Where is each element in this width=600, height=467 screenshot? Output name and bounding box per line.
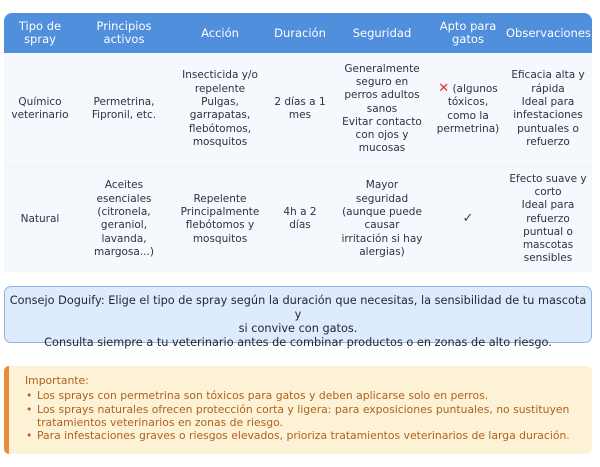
header-label-line: spray [24, 32, 56, 46]
header-apto-gatos [432, 13, 504, 53]
cell-seguridad [332, 53, 432, 166]
cell-seguridad [332, 166, 432, 272]
cell-tipo [4, 166, 76, 272]
header-label-line: Principios [96, 19, 152, 33]
cell-text-line: Permetrina, [93, 95, 155, 108]
header-duracion [268, 13, 332, 53]
cell-text-line: Fipronil, etc. [91, 109, 157, 122]
cell-text-line: mucosas [358, 142, 406, 155]
cell-text-line: irritación si hay [341, 232, 423, 245]
cell-text-line: mes [288, 109, 312, 122]
header-seguridad [332, 13, 432, 53]
header-principios [76, 13, 172, 53]
warning-item-line: tratamientos veterinarios en zonas de riesgo. [37, 415, 283, 429]
header-label-line: gatos [452, 32, 484, 46]
cell-observaciones [504, 166, 592, 272]
header-tipo [4, 13, 76, 53]
cell-text-line: permetrina) [436, 123, 500, 136]
cell-duracion [268, 166, 332, 272]
tip-line: Consulta siempre a tu veterinario antes de combinar productos o en zonas de alto riesgo. [44, 336, 552, 349]
warning-item [25, 429, 592, 442]
cell-text-line: mosquitos [192, 232, 248, 245]
cell-text-line: Natural [20, 212, 60, 225]
check-icon: ✓ [462, 211, 474, 227]
cell-text-line: Pulgas, [201, 95, 239, 108]
cell-text-line: puntual o [523, 225, 573, 238]
cell-text-line: (aunque puede [342, 205, 422, 218]
cell-principios [76, 53, 172, 166]
cell-text-line: Mayor [365, 179, 399, 192]
header-accion [172, 13, 268, 53]
cell-text-line: Eficacia alta y [511, 69, 585, 82]
warning-box [4, 366, 592, 454]
cell-text-line: repelente [194, 82, 246, 95]
cell-text-line: como la [447, 109, 489, 122]
cell-text-line: causar [364, 219, 400, 232]
cell-text-line: Efecto suave y [509, 172, 587, 185]
warning-item-line: • Los sprays con permetrina son tóxicos para gatos y deben aplicarse solo en perros. [37, 389, 489, 403]
tip-line: Consejo Doguify: Elige el tipo de spray según la duración que necesitas, la sensibilidad de tu mascota y [9, 294, 587, 321]
cell-text-line: alergias) [359, 245, 405, 258]
cell-text-line: Principalmente [180, 205, 260, 218]
cell-text-line: Aceites [104, 179, 144, 192]
cell-text-line: Evitar contacto [342, 115, 422, 128]
cell-text-line: Químico [18, 95, 62, 108]
table-row [4, 166, 592, 272]
cell-tipo [4, 53, 76, 166]
cell-text-line [434, 82, 502, 96]
cell-text-line: sanos [366, 102, 398, 115]
header-label-line: Acción [201, 25, 239, 40]
comparison-table-container [4, 13, 592, 272]
cell-text-line: rápida [531, 82, 565, 95]
cell-text-line: Repelente [193, 192, 247, 205]
warning-title: Importante: [25, 374, 89, 387]
spray-comparison-table [4, 13, 592, 272]
cell-duracion [268, 53, 332, 166]
table-header-row [4, 13, 592, 53]
cell-text-line: 2 días a 1 [274, 95, 326, 108]
cell-text-line: con ojos y [355, 129, 409, 142]
cell-text-line: (citronela, [97, 205, 151, 218]
cell-gatos [432, 53, 504, 166]
cell-text-line: sensibles [523, 252, 573, 265]
cross-icon: ✕ [438, 81, 450, 97]
cell-text-line: Ideal para [521, 199, 575, 212]
tip-box [4, 286, 592, 349]
cell-text-line: tóxicos, [447, 96, 489, 109]
header-label-line: Seguridad [352, 25, 412, 40]
cell-accion [172, 166, 268, 272]
header-observaciones [504, 13, 592, 53]
cell-text-line: infestaciones [513, 109, 583, 122]
tip-line: si convive con gatos. [238, 322, 358, 335]
cell-text: (algunos [452, 83, 498, 96]
cell-text-line: 4h a 2 [283, 205, 317, 218]
warning-item-line: • Para infestaciones graves o riesgos elevados, prioriza tratamientos veterinarios de larga duración. [37, 429, 570, 443]
header-label-line: Observaciones [506, 25, 591, 40]
header-label-line: Duración [274, 25, 326, 40]
cell-gatos [432, 166, 504, 272]
cell-text-line: margosa...) [94, 245, 154, 258]
cell-text-line: flebótomos y [185, 219, 255, 232]
cell-text-line: lavanda, [101, 232, 147, 245]
warning-list [25, 389, 592, 442]
warning-item [25, 403, 592, 430]
cell-text-line: garrapatas, [189, 109, 251, 122]
cell-principios [76, 166, 172, 272]
table-row [4, 53, 592, 166]
cell-text-line: Ideal para [521, 95, 575, 108]
cell-text-line: veterinario [11, 109, 69, 122]
cell-text-line: esenciales [96, 192, 152, 205]
cell-text-line: refuerzo [526, 135, 570, 148]
cell-text-line: geraniol, [100, 219, 148, 232]
cell-text-line: seguridad [355, 192, 409, 205]
cell-text-line: seguro en [355, 76, 409, 88]
cell-text-line: mosquitos [192, 135, 248, 148]
header-label-line: activos [103, 32, 145, 46]
cell-text-line: mascotas [522, 239, 574, 252]
cell-text-line: puntuales o [517, 122, 579, 135]
cell-text-line: Insecticida y/o [182, 69, 258, 82]
cell-observaciones [504, 53, 592, 166]
warning-item-line: • Los sprays naturales ofrecen protección corta y ligera: para exposiciones puntuales, no sustituyen [37, 402, 570, 416]
cell-text-line: perros adultos [344, 89, 420, 102]
cell-text-line: corto [534, 186, 562, 198]
cell-text-line: refuerzo [526, 212, 570, 225]
cell-text-line: flebótomos, [188, 122, 252, 135]
cell-text-line: días [289, 219, 311, 232]
header-label-line: Tipo de [18, 19, 62, 33]
cell-text-line: Generalmente [344, 62, 420, 75]
warning-item [25, 389, 592, 402]
header-label-line: Apto para [439, 19, 497, 33]
cell-accion [172, 53, 268, 166]
